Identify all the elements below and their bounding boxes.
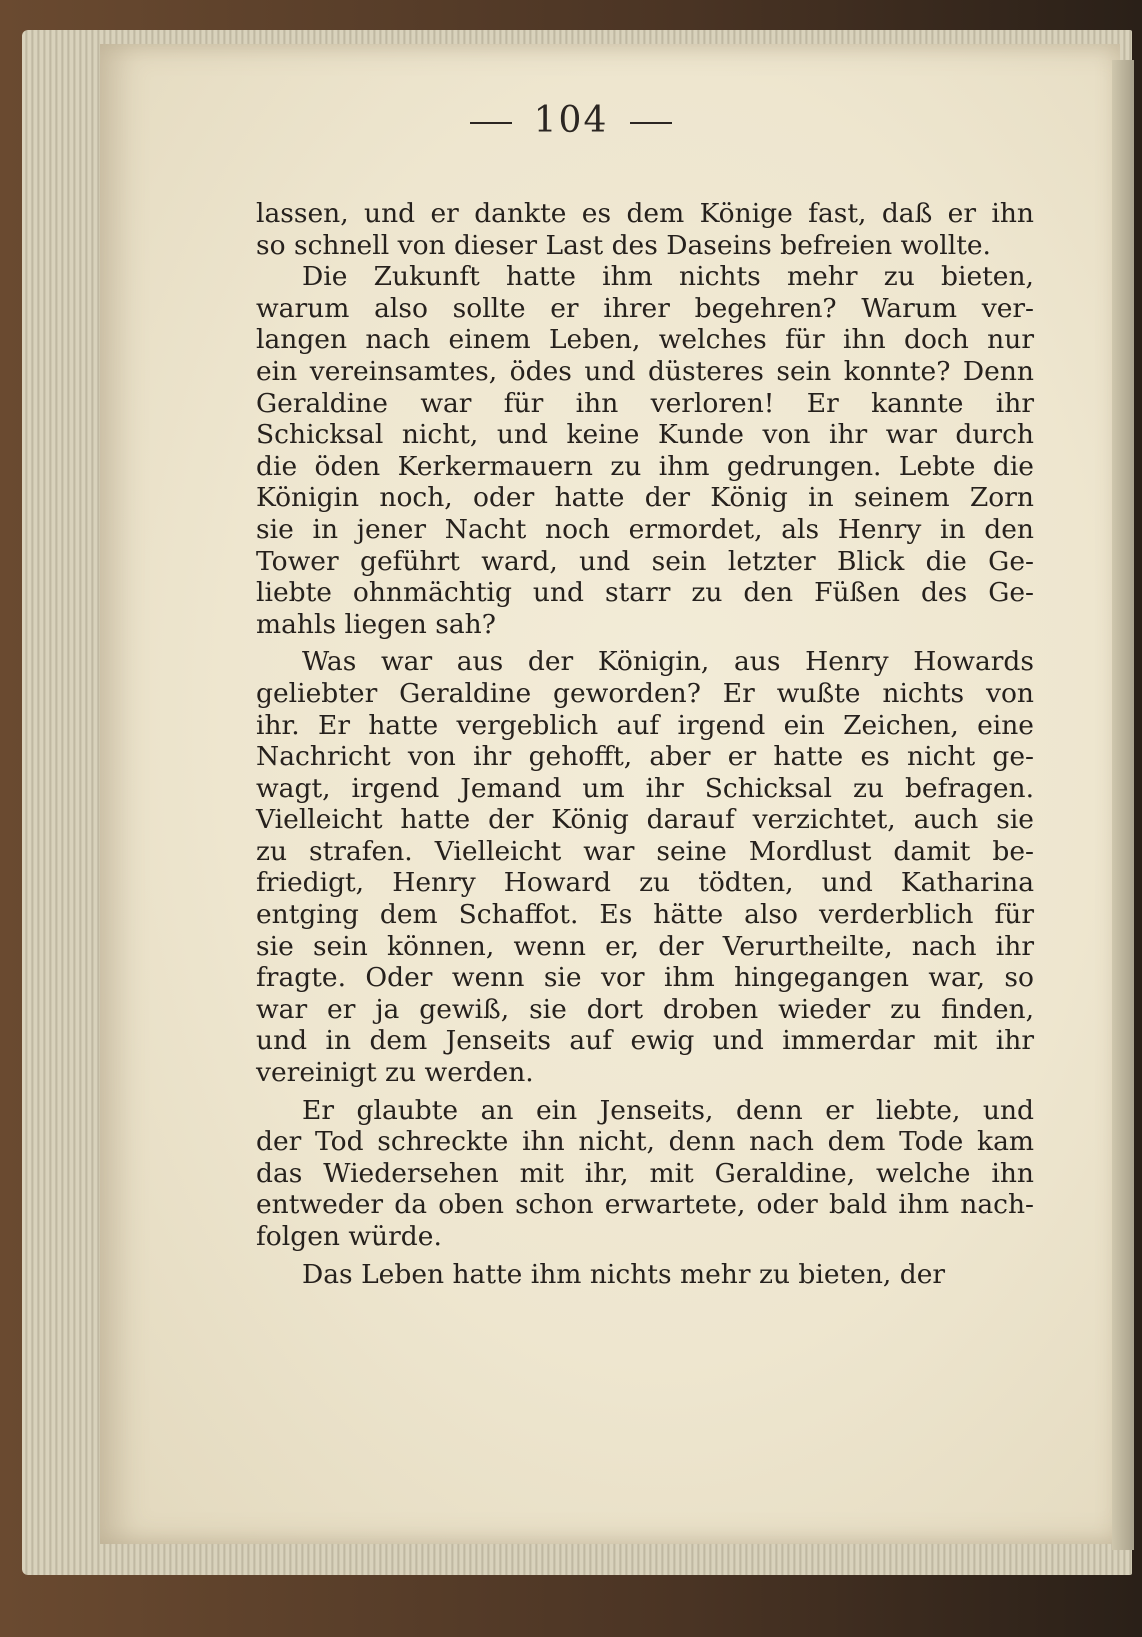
text-line: Nachricht von ihr gehofft, aber er hatte es nicht ge- (256, 741, 1034, 773)
page-edge (1112, 60, 1134, 1550)
paragraph (256, 646, 1034, 1088)
text-line: Schicksal nicht, und keine Kunde von ihr war durch (256, 419, 1034, 451)
text-line: warum also sollte er ihrer begehren? Warum ver- (256, 292, 1034, 324)
paragraph (256, 1095, 1034, 1253)
text-line: zu strafen. Vielleicht war seine Mordlust damit be- (256, 835, 1034, 867)
text-line: das Wiedersehen mit ihr, mit Geraldine, welche ihn (256, 1157, 1034, 1189)
text-line: ihr. Er hatte vergeblich auf irgend ein Zeichen, eine (256, 709, 1034, 741)
text-line: Er glaubte an ein Jenseits, denn er liebte, und (302, 1094, 1034, 1126)
page-header (0, 100, 1142, 141)
text-line: der Tod schreckte ihn nicht, denn nach dem Tode kam (256, 1126, 1034, 1158)
text-line: Tower geführt ward, und sein letzter Blick die Ge- (256, 545, 1034, 577)
text-line: und in dem Jenseits auf ewig und immerdar mit ihr (256, 1025, 1034, 1057)
page-number: 104 (533, 100, 609, 141)
text-line: ein vereinsamtes, ödes und düsteres sein konnte? Denn (256, 355, 1034, 387)
text-line: war er ja gewiß, sie dort droben wieder zu finden, (256, 993, 1034, 1025)
text-line: wagt, irgend Jemand um ihr Schicksal zu befragen. (256, 772, 1034, 804)
text-line: langen nach einem Leben, welches für ihn doch nur (256, 324, 1034, 356)
text-line: Die Zukunft hatte ihm nichts mehr zu bieten, (302, 261, 1034, 293)
text-line: sie sein können, wenn er, der Verurtheilte, nach ihr (256, 930, 1034, 962)
text-line: fragte. Oder wenn sie vor ihm hingegangen war, so (256, 962, 1034, 994)
text-line: die öden Kerkermauern zu ihm gedrungen. Lebte die (256, 450, 1034, 482)
text-line: Geraldine war für ihn verloren! Er kannte ihr (256, 387, 1034, 419)
text-line: mahls liegen sah? (256, 608, 496, 640)
paragraph (256, 261, 1034, 640)
text-line: folgen würde. (256, 1221, 442, 1252)
text-line: geliebter Geraldine geworden? Er wußte nichts von (256, 677, 1034, 709)
text-line: Königin noch, oder hatte der König in seinem Zorn (256, 482, 1034, 514)
header-dash-right (630, 122, 672, 124)
text-line: liebte ohnmächtig und starr zu den Füßen des Ge- (256, 577, 1034, 609)
text-line: entging dem Schaffot. Es hätte also verderblich für (256, 899, 1034, 931)
text-line: Was war aus der Königin, aus Henry Howards (302, 646, 1034, 678)
text-line: vereinigt zu werden. (256, 1057, 534, 1089)
header-dash-left (470, 122, 512, 124)
text-line: lassen, und er dankte es dem Könige fast, daß er ihn (256, 198, 1034, 229)
body-text (256, 198, 1034, 1290)
text-line: friedigt, Henry Howard zu tödten, und Katharina (256, 867, 1034, 899)
paragraph (256, 198, 1034, 261)
text-line: so schnell von dieser Last des Daseins befreien wollte. (256, 229, 991, 261)
text-line: Vielleicht hatte der König darauf verzichtet, auch sie (256, 804, 1034, 836)
text-line: entweder da oben schon erwartete, oder bald ihm nach- (256, 1189, 1034, 1221)
text-line: sie in jener Nacht noch ermordet, als Henry in den (256, 513, 1034, 545)
text-line: Das Leben hatte ihm nichts mehr zu bieten, der (302, 1258, 946, 1290)
paragraph (256, 1259, 1034, 1291)
